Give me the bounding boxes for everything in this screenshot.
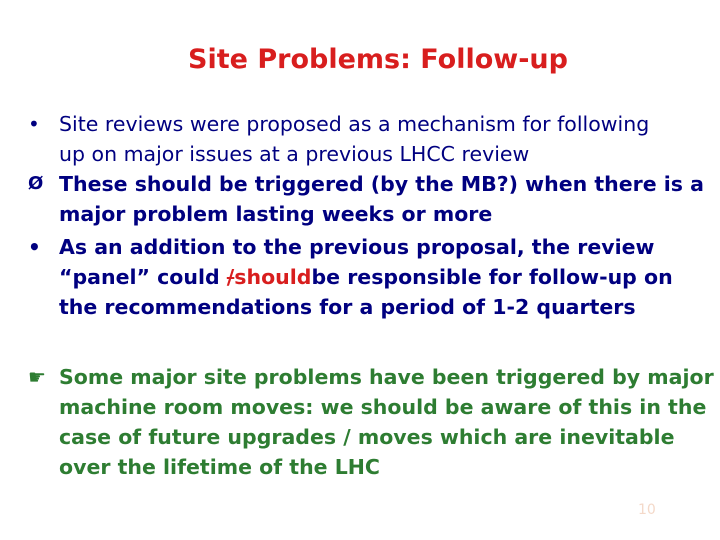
bullet-line: These should be triggered (by the MB?) when there is a bbox=[59, 172, 704, 196]
pointing-hand-icon: ☛ bbox=[28, 365, 46, 389]
bullet-line: Some major site problems have been triggered by major bbox=[59, 365, 714, 389]
inserted-word: should bbox=[234, 265, 312, 289]
bullet-line: machine room moves: we should be aware of this in the bbox=[59, 395, 707, 419]
bullet-line: the recommendations for a period of 1-2 quarters bbox=[59, 295, 636, 319]
bullet-dot-icon: • bbox=[28, 235, 41, 259]
bullet-line: Site reviews were proposed as a mechanism for following bbox=[59, 112, 650, 136]
bullet-site-reviews bbox=[28, 109, 720, 169]
bullet-major-problems bbox=[28, 362, 720, 482]
bullet-text-after: be responsible for follow-up on bbox=[311, 265, 673, 289]
bullet-line: case of future upgrades / moves which are inevitable bbox=[59, 425, 675, 449]
bullet-addition bbox=[28, 232, 720, 322]
bullet-line bbox=[59, 262, 720, 292]
bullet-line: major problem lasting weeks or more bbox=[59, 202, 493, 226]
page-number: 10 bbox=[638, 502, 656, 518]
bullet-line: As an addition to the previous proposal, the review bbox=[59, 235, 655, 259]
bullet-dot-icon: • bbox=[28, 112, 40, 136]
arrow-bullet-icon: Ø bbox=[28, 173, 44, 194]
bullet-line: over the lifetime of the LHC bbox=[59, 455, 380, 479]
bullet-triggered bbox=[28, 169, 720, 229]
slide-title: Site Problems: Follow-up bbox=[188, 44, 568, 75]
strikethrough-text: / bbox=[226, 265, 235, 289]
bullet-line: up on major issues at a previous LHCC review bbox=[59, 142, 530, 166]
bullet-text-before: “panel” could bbox=[59, 265, 227, 289]
